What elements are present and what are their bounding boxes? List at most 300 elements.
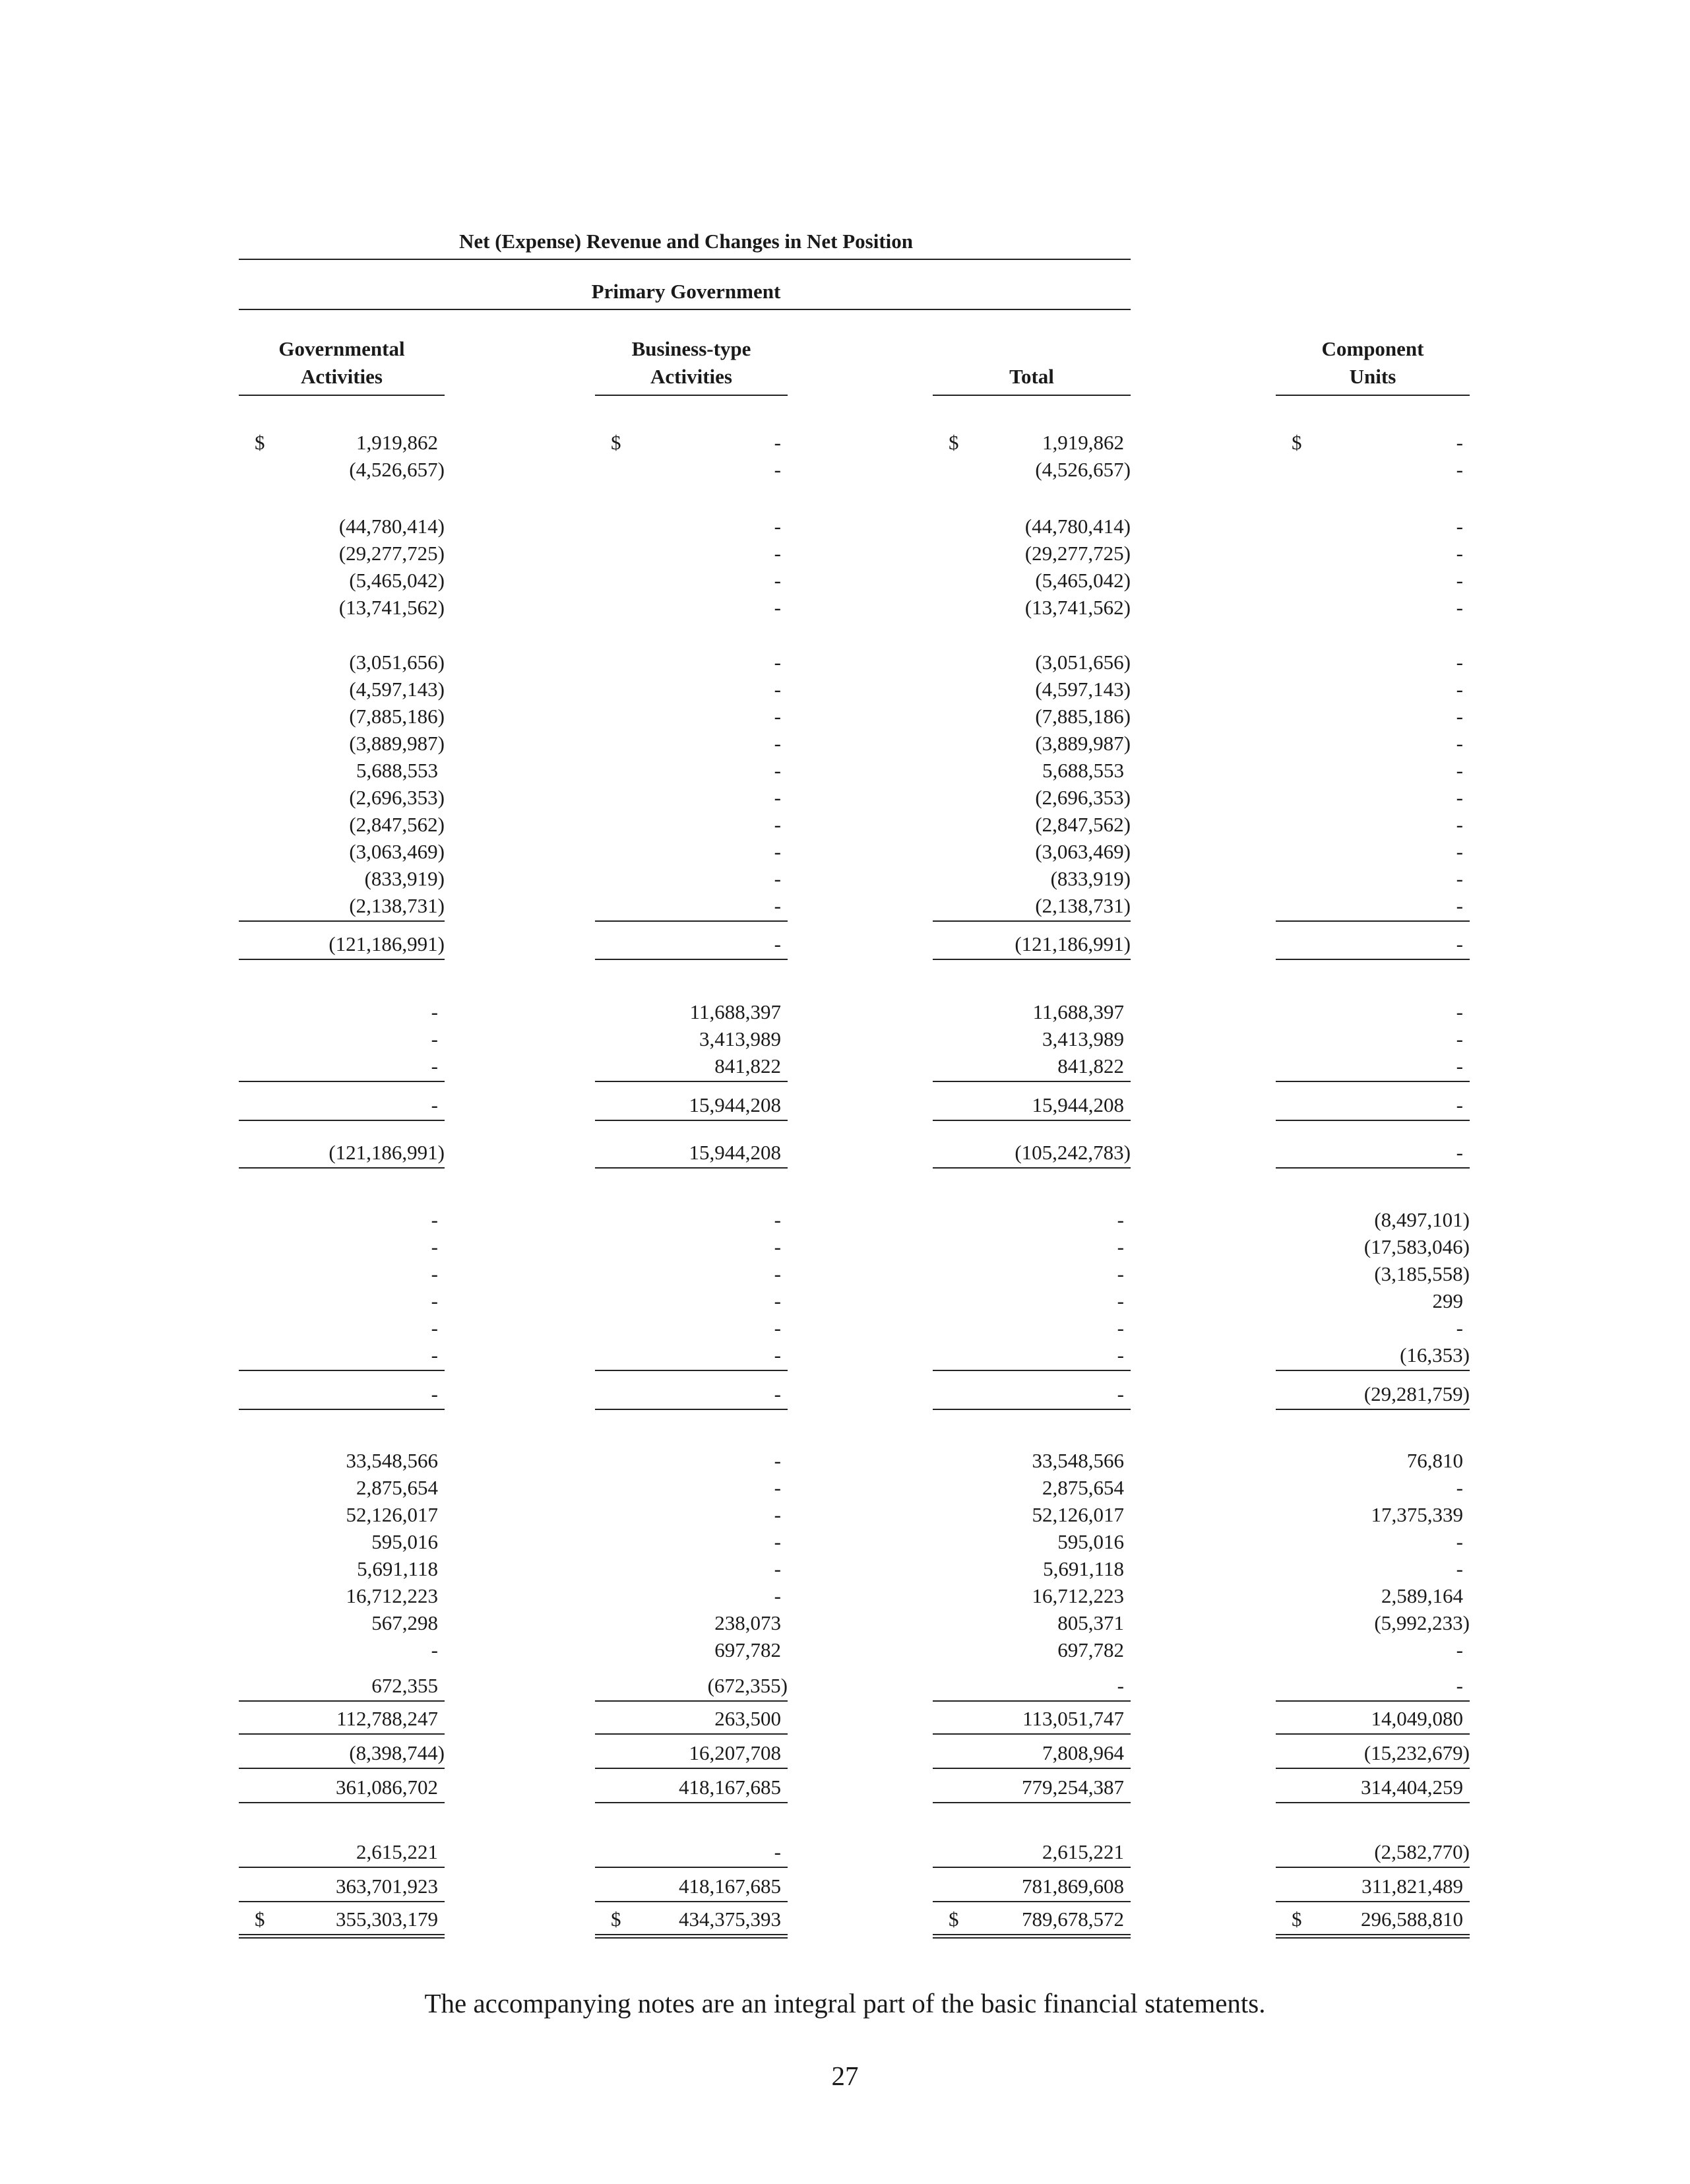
table-cell-governmental bbox=[239, 784, 445, 812]
col-head-component-units bbox=[1276, 335, 1470, 391]
total-rule bbox=[595, 1081, 788, 1082]
table-cell-governmental bbox=[239, 703, 445, 730]
total-rule bbox=[239, 1120, 445, 1121]
table-cell-component-units bbox=[1276, 513, 1470, 540]
table-cell-governmental bbox=[239, 429, 445, 457]
amount: - bbox=[1456, 569, 1463, 592]
amount: 33,548,566 bbox=[346, 1449, 438, 1472]
amount: - bbox=[774, 1316, 781, 1339]
amount: - bbox=[1117, 1262, 1124, 1285]
table-cell-total bbox=[933, 1233, 1131, 1261]
amount: - bbox=[1456, 1054, 1463, 1077]
total-rule bbox=[239, 1409, 445, 1410]
col-head-business-type bbox=[595, 335, 788, 391]
amount: 363,701,923 bbox=[336, 1875, 438, 1898]
amount: - bbox=[431, 1235, 438, 1258]
table-cell-governmental bbox=[239, 1705, 445, 1733]
amount: (3,063,469) bbox=[349, 840, 445, 863]
amount: - bbox=[1456, 542, 1463, 565]
total-rule bbox=[595, 1733, 788, 1735]
amount: (2,696,353) bbox=[349, 786, 445, 809]
total-rule bbox=[239, 1802, 445, 1803]
title-rule bbox=[239, 259, 1131, 260]
table-cell-total bbox=[933, 513, 1131, 540]
amount: - bbox=[774, 813, 781, 836]
col-head-line1: Business-type bbox=[631, 337, 751, 360]
amount: - bbox=[774, 732, 781, 755]
amount: - bbox=[1456, 1476, 1463, 1499]
table-cell-total bbox=[933, 1052, 1131, 1080]
amount: 5,688,553 bbox=[356, 759, 438, 782]
amount: - bbox=[774, 867, 781, 890]
amount: (5,465,042) bbox=[349, 569, 445, 592]
table-cell-governmental bbox=[239, 811, 445, 839]
amount: 11,688,397 bbox=[1032, 1000, 1124, 1023]
table-cell-business-type bbox=[595, 1474, 788, 1502]
amount: 14,049,080 bbox=[1371, 1707, 1463, 1730]
table-cell-business-type bbox=[595, 1672, 788, 1700]
double-underline bbox=[1276, 1934, 1470, 1939]
total-rule bbox=[239, 1768, 445, 1769]
dollar-sign: $ bbox=[949, 1908, 959, 1931]
table-cell-business-type bbox=[595, 1260, 788, 1288]
table-cell-total bbox=[933, 757, 1131, 785]
col-head-line2: Activities bbox=[301, 365, 383, 388]
total-rule bbox=[933, 1167, 1131, 1169]
amount: (2,696,353) bbox=[1035, 786, 1131, 809]
amount: 841,822 bbox=[1057, 1054, 1124, 1077]
table-cell-total bbox=[933, 1636, 1131, 1664]
total-rule bbox=[1276, 920, 1470, 922]
table-cell-total bbox=[933, 784, 1131, 812]
col-rule-business-type bbox=[595, 395, 788, 396]
total-rule bbox=[239, 1081, 445, 1082]
amount: - bbox=[1456, 867, 1463, 890]
table-cell-total bbox=[933, 1287, 1131, 1315]
statement-title: Net (Expense) Revenue and Changes in Net Position bbox=[458, 230, 914, 253]
amount: 781,869,608 bbox=[1022, 1875, 1124, 1898]
amount: 595,016 bbox=[371, 1530, 438, 1553]
table-cell-governmental bbox=[239, 1528, 445, 1556]
table-cell-business-type bbox=[595, 1287, 788, 1315]
amount: - bbox=[431, 1638, 438, 1661]
table-cell-component-units bbox=[1276, 703, 1470, 730]
amount: 5,688,553 bbox=[1042, 759, 1124, 782]
amount: - bbox=[1117, 1674, 1124, 1697]
total-rule bbox=[239, 959, 445, 960]
table-cell-total bbox=[933, 838, 1131, 866]
table-cell-governmental bbox=[239, 1139, 445, 1167]
amount: - bbox=[1117, 1235, 1124, 1258]
table-cell-governmental bbox=[239, 998, 445, 1026]
table-cell-governmental bbox=[239, 1025, 445, 1053]
table-cell-business-type bbox=[595, 1873, 788, 1900]
col-head-line2: Units bbox=[1349, 365, 1396, 388]
amount: - bbox=[431, 1262, 438, 1285]
amount: 3,413,989 bbox=[1042, 1027, 1124, 1050]
table-cell-governmental bbox=[239, 1287, 445, 1315]
table-cell-governmental bbox=[239, 1739, 445, 1767]
table-cell-total bbox=[933, 594, 1131, 622]
total-rule bbox=[239, 1733, 445, 1735]
table-cell-component-units bbox=[1276, 1501, 1470, 1529]
table-cell-total bbox=[933, 1380, 1131, 1408]
amount: 805,371 bbox=[1057, 1611, 1124, 1634]
amount: (8,497,101) bbox=[1374, 1208, 1470, 1231]
amount: - bbox=[1456, 431, 1463, 454]
table-cell-business-type bbox=[595, 998, 788, 1026]
amount: (44,780,414) bbox=[338, 515, 445, 538]
amount: (3,185,558) bbox=[1374, 1262, 1470, 1285]
table-cell-total bbox=[933, 1528, 1131, 1556]
total-rule bbox=[1276, 1370, 1470, 1371]
amount: 1,919,862 bbox=[356, 431, 438, 454]
table-cell-business-type bbox=[595, 1139, 788, 1167]
amount: 299 bbox=[1432, 1289, 1463, 1312]
total-rule bbox=[239, 1700, 445, 1702]
amount: 5,691,118 bbox=[1043, 1557, 1124, 1580]
table-cell-component-units bbox=[1276, 1052, 1470, 1080]
table-cell-component-units bbox=[1276, 429, 1470, 457]
amount: - bbox=[774, 1503, 781, 1526]
table-cell-component-units bbox=[1276, 1906, 1470, 1933]
amount: - bbox=[774, 542, 781, 565]
total-rule bbox=[595, 1167, 788, 1169]
table-cell-governmental bbox=[239, 540, 445, 567]
dollar-sign: $ bbox=[255, 431, 265, 454]
primary-government-heading: Primary Government bbox=[591, 280, 781, 303]
table-cell-business-type bbox=[595, 1091, 788, 1119]
amount: - bbox=[774, 678, 781, 701]
table-cell-business-type bbox=[595, 930, 788, 958]
table-cell-total bbox=[933, 1139, 1131, 1167]
table-cell-total bbox=[933, 703, 1131, 730]
table-cell-component-units bbox=[1276, 865, 1470, 893]
amount: (2,847,562) bbox=[349, 813, 445, 836]
table-cell-component-units bbox=[1276, 1314, 1470, 1342]
total-rule bbox=[1276, 1120, 1470, 1121]
amount: 238,073 bbox=[714, 1611, 781, 1634]
table-cell-governmental bbox=[239, 1906, 445, 1933]
table-cell-component-units bbox=[1276, 1474, 1470, 1502]
table-cell-business-type bbox=[595, 1555, 788, 1583]
total-rule bbox=[933, 1081, 1131, 1082]
total-rule bbox=[595, 1768, 788, 1769]
amount: - bbox=[774, 1343, 781, 1366]
table-cell-governmental bbox=[239, 1474, 445, 1502]
table-cell-total bbox=[933, 567, 1131, 594]
amount: - bbox=[774, 1208, 781, 1231]
table-cell-component-units bbox=[1276, 1873, 1470, 1900]
col-head-line1: Component bbox=[1321, 337, 1424, 360]
amount: (121,186,991) bbox=[329, 932, 445, 955]
table-cell-total bbox=[933, 1341, 1131, 1369]
dollar-sign: $ bbox=[1292, 1908, 1302, 1931]
amount: (17,583,046) bbox=[1363, 1235, 1470, 1258]
table-cell-governmental bbox=[239, 930, 445, 958]
table-cell-business-type bbox=[595, 676, 788, 703]
amount: - bbox=[1456, 678, 1463, 701]
table-cell-total bbox=[933, 456, 1131, 484]
amount: - bbox=[1456, 894, 1463, 917]
table-cell-business-type bbox=[595, 1906, 788, 1933]
table-cell-business-type bbox=[595, 540, 788, 567]
table-cell-component-units bbox=[1276, 676, 1470, 703]
amount: (13,741,562) bbox=[338, 596, 445, 619]
amount: (4,526,657) bbox=[1035, 458, 1131, 481]
table-cell-total bbox=[933, 1260, 1131, 1288]
amount: (833,919) bbox=[364, 867, 445, 890]
col-head-line1: Governmental bbox=[278, 337, 405, 360]
amount: (121,186,991) bbox=[329, 1141, 445, 1164]
amount: 52,126,017 bbox=[1032, 1503, 1124, 1526]
amount: - bbox=[431, 1343, 438, 1366]
amount: 16,712,223 bbox=[346, 1584, 438, 1607]
table-cell-total bbox=[933, 998, 1131, 1026]
amount: (4,597,143) bbox=[1035, 678, 1131, 701]
table-cell-governmental bbox=[239, 1501, 445, 1529]
total-rule bbox=[933, 1802, 1131, 1803]
table-cell-governmental bbox=[239, 1091, 445, 1119]
table-cell-business-type bbox=[595, 429, 788, 457]
dollar-sign: $ bbox=[949, 431, 959, 454]
amount: (2,847,562) bbox=[1035, 813, 1131, 836]
total-rule bbox=[595, 1370, 788, 1371]
total-rule bbox=[1276, 1167, 1470, 1169]
total-rule bbox=[1276, 1768, 1470, 1769]
table-cell-governmental bbox=[239, 456, 445, 484]
total-rule bbox=[933, 1409, 1131, 1410]
amount: - bbox=[1117, 1208, 1124, 1231]
amount: (8,398,744) bbox=[349, 1741, 445, 1764]
table-cell-component-units bbox=[1276, 567, 1470, 594]
table-cell-governmental bbox=[239, 1052, 445, 1080]
amount: - bbox=[1456, 1638, 1463, 1661]
total-rule bbox=[933, 959, 1131, 960]
table-cell-governmental bbox=[239, 892, 445, 920]
total-rule bbox=[933, 1733, 1131, 1735]
total-rule bbox=[1276, 1409, 1470, 1410]
amount: - bbox=[774, 932, 781, 955]
total-rule bbox=[595, 1867, 788, 1868]
amount: (4,526,657) bbox=[349, 458, 445, 481]
table-cell-total bbox=[933, 1314, 1131, 1342]
col-rule-component-units bbox=[1276, 395, 1470, 396]
amount: - bbox=[1456, 651, 1463, 674]
amount: - bbox=[431, 1093, 438, 1116]
amount: (2,582,770) bbox=[1374, 1840, 1470, 1863]
table-cell-governmental bbox=[239, 1838, 445, 1866]
table-cell-component-units bbox=[1276, 1739, 1470, 1767]
table-cell-business-type bbox=[595, 1528, 788, 1556]
total-rule bbox=[239, 1370, 445, 1371]
table-cell-component-units bbox=[1276, 1582, 1470, 1610]
table-cell-business-type bbox=[595, 513, 788, 540]
col-rule-governmental bbox=[239, 395, 445, 396]
table-cell-total bbox=[933, 1474, 1131, 1502]
amount: - bbox=[1456, 932, 1463, 955]
table-cell-governmental bbox=[239, 567, 445, 594]
total-rule bbox=[933, 1370, 1131, 1371]
total-rule bbox=[933, 1867, 1131, 1868]
total-rule bbox=[595, 1409, 788, 1410]
amount: 434,375,393 bbox=[679, 1908, 781, 1931]
amount: - bbox=[1456, 1530, 1463, 1553]
amount: - bbox=[774, 596, 781, 619]
total-rule bbox=[933, 1120, 1131, 1121]
table-cell-component-units bbox=[1276, 649, 1470, 676]
amount: 2,615,221 bbox=[1042, 1840, 1124, 1863]
amount: (2,138,731) bbox=[349, 894, 445, 917]
col-head-line1 bbox=[933, 335, 1131, 363]
amount: - bbox=[1456, 1557, 1463, 1580]
amount: 15,944,208 bbox=[689, 1093, 781, 1116]
amount: (2,138,731) bbox=[1035, 894, 1131, 917]
col-rule-total bbox=[933, 395, 1131, 396]
table-cell-total bbox=[933, 892, 1131, 920]
table-cell-business-type bbox=[595, 1838, 788, 1866]
amount: - bbox=[774, 1557, 781, 1580]
amount: - bbox=[1117, 1343, 1124, 1366]
amount: - bbox=[1456, 840, 1463, 863]
total-rule bbox=[595, 959, 788, 960]
amount: - bbox=[774, 1262, 781, 1285]
amount: - bbox=[774, 705, 781, 728]
table-cell-component-units bbox=[1276, 757, 1470, 785]
table-cell-business-type bbox=[595, 594, 788, 622]
amount: (15,232,679) bbox=[1363, 1741, 1470, 1764]
amount: - bbox=[774, 1840, 781, 1863]
total-rule bbox=[933, 1901, 1131, 1902]
amount: 5,691,118 bbox=[357, 1557, 438, 1580]
amount: - bbox=[1117, 1289, 1124, 1312]
table-cell-component-units bbox=[1276, 730, 1470, 757]
table-cell-component-units bbox=[1276, 1705, 1470, 1733]
amount: 595,016 bbox=[1057, 1530, 1124, 1553]
amount: 15,944,208 bbox=[689, 1141, 781, 1164]
amount: 16,207,708 bbox=[689, 1741, 781, 1764]
amount: 15,944,208 bbox=[1032, 1093, 1124, 1116]
amount: (29,277,725) bbox=[1024, 542, 1131, 565]
total-rule bbox=[1276, 1901, 1470, 1902]
table-cell-total bbox=[933, 1906, 1131, 1933]
table-cell-business-type bbox=[595, 1233, 788, 1261]
amount: - bbox=[1117, 1382, 1124, 1405]
total-rule bbox=[595, 920, 788, 922]
table-cell-governmental bbox=[239, 1774, 445, 1801]
amount: - bbox=[774, 1476, 781, 1499]
total-rule bbox=[595, 1802, 788, 1803]
total-rule bbox=[1276, 1733, 1470, 1735]
table-cell-governmental bbox=[239, 1582, 445, 1610]
table-cell-business-type bbox=[595, 456, 788, 484]
amount: - bbox=[431, 1316, 438, 1339]
total-rule bbox=[1276, 1802, 1470, 1803]
amount: (29,277,725) bbox=[338, 542, 445, 565]
amount: - bbox=[774, 1584, 781, 1607]
table-cell-business-type bbox=[595, 1582, 788, 1610]
amount: (3,063,469) bbox=[1035, 840, 1131, 863]
table-cell-total bbox=[933, 540, 1131, 567]
table-cell-component-units bbox=[1276, 1206, 1470, 1234]
table-cell-business-type bbox=[595, 730, 788, 757]
table-cell-business-type bbox=[595, 1739, 788, 1767]
amount: - bbox=[1456, 786, 1463, 809]
table-cell-business-type bbox=[595, 567, 788, 594]
table-cell-total bbox=[933, 1025, 1131, 1053]
col-head-total bbox=[933, 335, 1131, 391]
total-rule bbox=[239, 920, 445, 922]
amount: 361,086,702 bbox=[336, 1776, 438, 1799]
table-cell-governmental bbox=[239, 865, 445, 893]
amount: (7,885,186) bbox=[349, 705, 445, 728]
amount: 113,051,747 bbox=[1022, 1707, 1124, 1730]
amount: (7,885,186) bbox=[1035, 705, 1131, 728]
amount: - bbox=[431, 1054, 438, 1077]
amount: 7,808,964 bbox=[1042, 1741, 1124, 1764]
amount: - bbox=[431, 1000, 438, 1023]
amount: - bbox=[774, 569, 781, 592]
total-rule bbox=[239, 1167, 445, 1169]
dollar-sign: $ bbox=[1292, 431, 1302, 454]
amount: - bbox=[774, 651, 781, 674]
table-cell-component-units bbox=[1276, 594, 1470, 622]
table-cell-business-type bbox=[595, 1447, 788, 1475]
table-cell-governmental bbox=[239, 594, 445, 622]
table-cell-business-type bbox=[595, 703, 788, 730]
table-cell-governmental bbox=[239, 1447, 445, 1475]
amount: 789,678,572 bbox=[1022, 1908, 1124, 1931]
table-cell-business-type bbox=[595, 757, 788, 785]
amount: (3,051,656) bbox=[1035, 651, 1131, 674]
amount: 1,919,862 bbox=[1042, 431, 1124, 454]
table-cell-governmental bbox=[239, 1873, 445, 1900]
amount: - bbox=[431, 1382, 438, 1405]
table-cell-governmental bbox=[239, 1380, 445, 1408]
amount: - bbox=[431, 1208, 438, 1231]
table-cell-business-type bbox=[595, 1705, 788, 1733]
table-cell-business-type bbox=[595, 1636, 788, 1664]
amount: - bbox=[774, 840, 781, 863]
amount: - bbox=[1456, 515, 1463, 538]
amount: (672,355) bbox=[707, 1674, 788, 1697]
amount: 17,375,339 bbox=[1371, 1503, 1463, 1526]
table-cell-business-type bbox=[595, 1314, 788, 1342]
table-cell-total bbox=[933, 1705, 1131, 1733]
amount: 314,404,259 bbox=[1361, 1776, 1463, 1799]
table-cell-component-units bbox=[1276, 1838, 1470, 1866]
table-cell-total bbox=[933, 1582, 1131, 1610]
table-cell-total bbox=[933, 1774, 1131, 1801]
amount: 779,254,387 bbox=[1022, 1776, 1124, 1799]
table-cell-business-type bbox=[595, 892, 788, 920]
amount: 2,589,164 bbox=[1381, 1584, 1463, 1607]
table-cell-governmental bbox=[239, 1206, 445, 1234]
amount: 3,413,989 bbox=[699, 1027, 781, 1050]
table-cell-governmental bbox=[239, 1233, 445, 1261]
amount: - bbox=[1117, 1316, 1124, 1339]
table-cell-business-type bbox=[595, 649, 788, 676]
amount: - bbox=[774, 1382, 781, 1405]
table-cell-component-units bbox=[1276, 1380, 1470, 1408]
amount: (5,992,233) bbox=[1374, 1611, 1470, 1634]
amount: 418,167,685 bbox=[679, 1776, 781, 1799]
dollar-sign: $ bbox=[611, 1908, 621, 1931]
table-cell-total bbox=[933, 1501, 1131, 1529]
total-rule bbox=[933, 920, 1131, 922]
amount: - bbox=[431, 1289, 438, 1312]
amount: (3,889,987) bbox=[1035, 732, 1131, 755]
